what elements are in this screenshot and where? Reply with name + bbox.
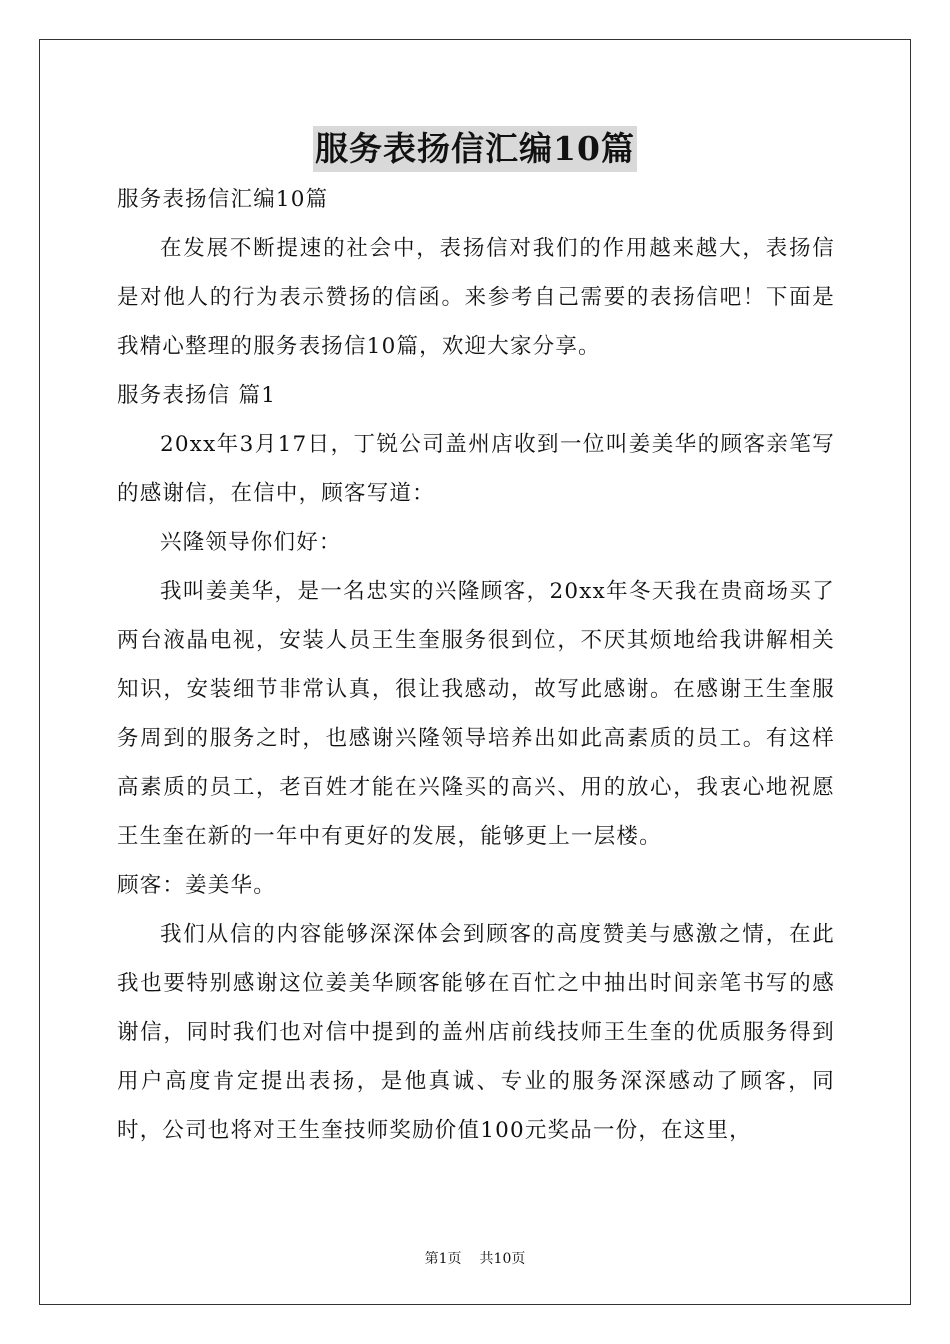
letter-salutation: 兴隆领导你们好： — [160, 530, 342, 555]
subtitle-line: 服务表扬信汇编10篇 — [117, 187, 329, 212]
page-number: 第1页 — [424, 1251, 462, 1267]
document-title: 服务表扬信汇编10篇 — [313, 126, 637, 172]
document-body — [117, 175, 835, 1155]
body-paragraph: 我们从信的内容能够深深体会到顾客的高度赞美与感激之情，在此我也要特别感谢这位姜美华顾客能够在百忙之中抽出时间亲笔书写的感谢信，同时我们也对信中提到的盖州店前线技师王生奎的优质服务得到用户高度肯定提出表扬，是他真诚、专业的服务深深感动了顾客，同时，公司也将对王生奎技师奖励价值100元奖品一份，在这里， — [117, 922, 835, 1143]
letter-body-paragraph: 我叫姜美华，是一名忠实的兴隆顾客，20xx年冬天我在贵商场买了两台液晶电视，安装人员王生奎服务很到位，不厌其烦地给我讲解相关知识，安装细节非常认真，很让我感动，故写此感谢。在感谢王生奎服务周到的服务之时，也感谢兴隆领导培养出如此高素质的员工。有这样高素质的员工，老百姓才能在兴隆买的高兴、用的放心，我衷心地祝愿王生奎在新的一年中有更好的发展，能够更上一层楼。 — [117, 579, 835, 849]
title-container — [0, 126, 950, 172]
page-total: 共10页 — [479, 1251, 526, 1267]
section-heading: 服务表扬信 篇1 — [117, 383, 277, 408]
body-paragraph: 20xx年3月17日，丁锐公司盖州店收到一位叫姜美华的顾客亲笔写的感谢信，在信中，顾客写道： — [117, 432, 835, 506]
intro-paragraph: 在发展不断提速的社会中，表扬信对我们的作用越来越大，表扬信是对他人的行为表示赞扬的信函。来参考自己需要的表扬信吧！下面是我精心整理的服务表扬信10篇，欢迎大家分享。 — [117, 236, 835, 359]
letter-signature: 顾客：姜美华。 — [117, 873, 276, 898]
page-footer — [0, 1248, 950, 1268]
